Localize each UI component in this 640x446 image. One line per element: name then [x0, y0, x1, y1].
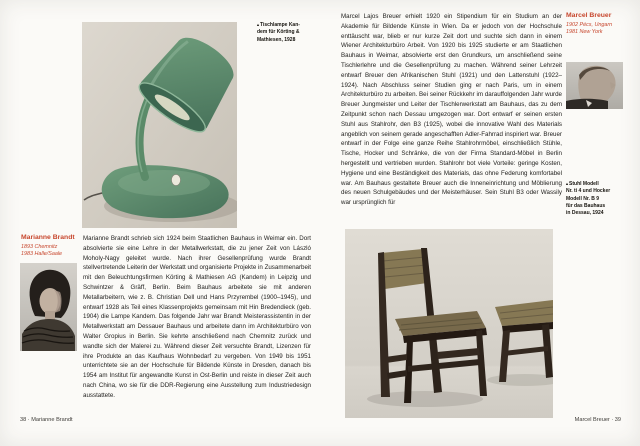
chair-caption: [566, 180, 624, 217]
portrait-illustration: [20, 263, 77, 351]
bio-died: 1981 New York: [566, 29, 603, 35]
chair-caption-line: Modell Nr. B 9: [566, 195, 600, 202]
lamp-caption-line: dem für Körting &: [257, 29, 300, 36]
caption-marker-icon: ▴: [566, 180, 569, 186]
portrait-illustration: [566, 62, 623, 109]
lamp-illustration: [82, 22, 237, 228]
bio-born: 1902 Pécs, Ungarn: [566, 22, 613, 28]
portrait-marcel-breuer: [566, 62, 623, 109]
article-text-marcel-breuer: Marcel Lajos Breuer erhielt 1920 ein Stipendium für ein Studium an der Akademie für Bildende Künste in Wien. Da er jedoch von der Hochschule enttäuscht war, blieb er nur kurze Zeit dort und suchte sich dann in einem Wiener Architekturbüro Arbeit. Von 1920 bis 1925 studierte er am Staatlichen Bauhaus in Weimar, absolvierte erst den Grundkurs, um anschließend seine Tischlerlehre und die Gesellenprüfung zu machen. Während seiner Lehrzeit entwarf Breuer den Afrikanischen Stuhl (1921) und den Lattenstuhl (1922–1924). Nach Abschluss seiner Studien ging er nach Paris, um in einem Architekturbüro zu arbeiten. Bei seiner Rückkehr im darauffolgenden Jahr wurde Breuer Jungmeister und Leiter der Tischlerwerkstatt am Bauhaus, das zu dem Zeitpunkt schon nach Dessau umgezogen war. Dort entwarf er seinen ersten Stuhl aus Stahlrohr, den B3 (1925), wobei die innovative Wahl des Materials angeblich von seinem gerade angeschafften Adler-Fahrrad inspiriert war. Breuer entwarf in der Folge eine ganze Reihe Stahlrohrmöbel, einschließlich Stühle, Tische, Hocker und Schränke, die von der Firma Standard-Möbel in Berlin hergestellt und vertrieben wurden. Stahlrohr bot viele Vorteile: geringe Kosten, Hygiene und eine Beständigkeit des Materials, das ohne Federung komfortabel war. Am Bauhaus gestaltete Breuer auch die Inneneinrichtung und Möblierung des neuen Schulgebäudes und der Meisterhäuser. Sein Stuhl B3 oder Wassily war ursprünglich für: [341, 13, 562, 207]
bio-marcel-breuer: [566, 12, 624, 36]
bio-died: 1983 Halle/Saale: [21, 251, 63, 257]
chair-caption-line: für das Bauhaus: [566, 202, 606, 209]
lamp-caption-line: ▴Tischlampe Kan-: [257, 21, 300, 28]
bio-name: Marianne Brandt: [21, 234, 75, 241]
bio-name: Marcel Breuer: [566, 12, 612, 19]
bio-born: 1893 Chemnitz: [21, 244, 58, 250]
caption-marker-icon: ▴: [257, 21, 260, 27]
lamp-photo: [82, 22, 237, 228]
portrait-marianne-brandt: [20, 263, 77, 351]
lamp-caption-line: Mathiesen, 1928: [257, 36, 296, 43]
bio-dates: [566, 22, 624, 36]
chair-caption-line: in Dessau, 1924: [566, 210, 604, 217]
page-footer-right: Marcel Breuer · 39: [574, 417, 621, 423]
bio-dates: [21, 244, 79, 258]
chair-photo: [345, 229, 553, 418]
lamp-caption: [257, 21, 307, 44]
article-text-marianne-brandt: Marianne Brandt schrieb sich 1924 beim Staatlichen Bauhaus in Weimar ein. Dort absolvierte sie eine Lehre in der Metallwerkstatt, die zu jener Zeit von László Moholy-Nagy geleitet wurde. Nach ihrer Gesellenprüfung wurde Brandt stellvertretende Leiterin der Werkstatt und organisierte Projekte in Zusammenarbeit mit den Beleuchtungsfirmen Körting & Mathiesen AG (Kandem) in Leipzig und Schwintzer & Gräff, Berlin. Beim Bauhaus arbeitete sie mit anderen Metallarbeitern, wie z. B. Christian Dell und Hans Przyrembel (1900–1945), und entwarf 1928 als Teil eines Klassenprojekts gemeinsam mit Hin Bredendieck (geb. 1904) die Lampe Kandem. Das folgende Jahr war Brandt Meisterassistentin in der Metallwerkstatt am Dessauer Bauhaus und arbeitete dann im Architekturbüro von Walter Gropius in Berlin. Sie kehrte anschließend nach Chemnitz zurück und wandte sich der Malerei zu. Während dieser Zeit versuchte Brandt, Lizenzen für ihre Produkte an das Kaufhaus Wohnbedarf zu vergeben. Von 1949 bis 1951 unterrichtete sie an der Hochschule für Bildende Künste in Dresden, danach bis 1954 am Institut für angewandte Kunst in Ost-Berlin und reiste in dieser Zeit auch nach China, wo sie für die DDR-Regierung eine Ausstellung zum Industriedesign ausstattete.: [83, 235, 311, 399]
chair-caption-line: ▴Stuhl Modell: [566, 180, 599, 187]
chair-caption-line: Nr. ti 4 und Hocker: [566, 188, 611, 195]
chair-illustration: [345, 229, 553, 418]
page-footer-left: 38 · Marianne Brandt: [20, 417, 73, 423]
bio-marianne-brandt: [21, 234, 79, 258]
